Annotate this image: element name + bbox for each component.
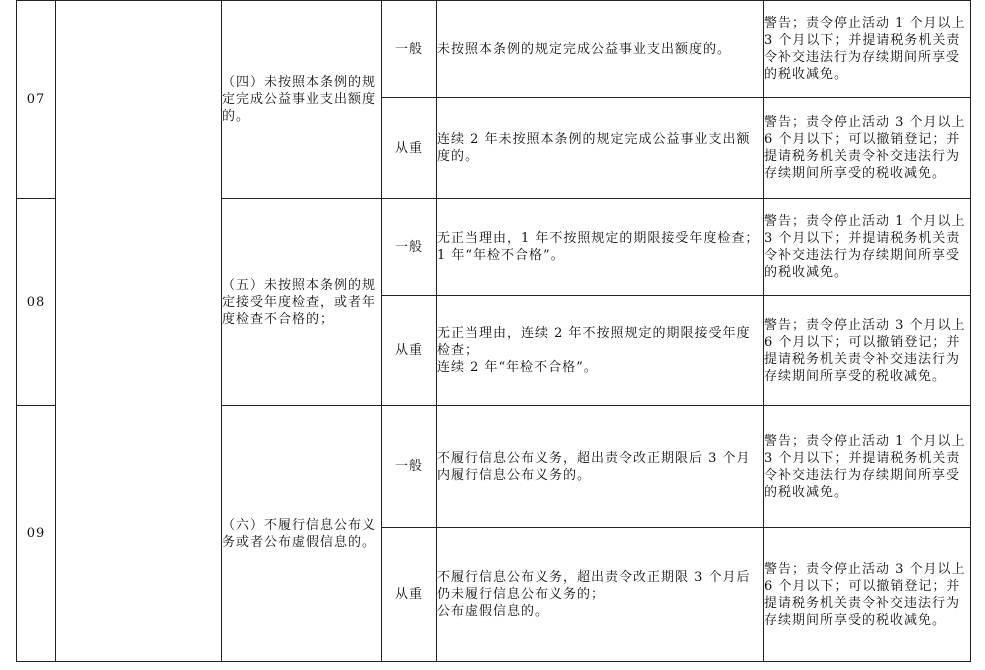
level-cell: 一般 [382,1,437,98]
level-cell: 从重 [382,98,437,199]
violation-item: （五）未按照本条例的规定接受年度检查，或者年度检查不合格的； [222,199,382,406]
act-line: 未按照本条例的规定完成公益事业支出额度的。 [437,41,732,57]
violation-act [437,406,764,528]
penalty-cell: 警告；责令停止活动 1 个月以上 3 个月以下；并提请税务机关责令补交违法行为存续期间所享受的税收减免。 [764,199,971,296]
act-line: 连续 2 年“年检不合格”。 [437,360,598,375]
penalty-cell: 警告；责令停止活动 1 个月以上 3 个月以下；并提请税务机关责令补交违法行为存续期间所享受的税收减免。 [764,1,971,98]
act-line: 公布虚假信息的。 [437,604,550,619]
table-row [17,1,971,98]
penalty-table [16,0,971,662]
row-number: 07 [17,1,56,199]
row-number: 09 [17,406,56,662]
violation-act [437,528,764,662]
penalty-cell: 警告；责令停止活动 1 个月以上 3 个月以下；并提请税务机关责令补交违法行为存续期间所享受的税收减免。 [764,406,971,528]
level-cell: 从重 [382,528,437,662]
level-cell: 一般 [382,406,437,528]
penalty-cell: 警告；责令停止活动 3 个月以上 6 个月以下；可以撤销登记；并提请税务机关责令补交违法行为存续期间所享受的税收减免。 [764,528,971,662]
violation-item: （六）不履行信息公布义务或者公布虚假信息的。 [222,406,382,662]
penalty-cell: 警告；责令停止活动 3 个月以上 6 个月以下；可以撤销登记；并提请税务机关责令补交违法行为存续期间所享受的税收减免。 [764,98,971,199]
act-line: 无正当理由，1 年不按照规定的期限接受年度检查； [437,231,760,246]
act-line: 1 年“年检不合格”。 [437,248,565,263]
act-line: 不履行信息公布义务，超出责令改正期限 3 个月后仍未履行信息公布义务的； [437,570,751,602]
act-line: 连续 2 年未按照本条例的规定完成公益事业支出额度的。 [437,132,751,164]
act-line: 不履行信息公布义务，超出责令改正期限后 3 个月内履行信息公布义务的。 [437,450,751,483]
level-cell: 一般 [382,199,437,296]
row-number: 08 [17,199,56,406]
act-line: 无正当理由，连续 2 年不按照规定的期限接受年度检查； [437,326,751,358]
violation-act [437,199,764,296]
violation-item: （四）未按照本条例的规定完成公益事业支出额度的。 [222,1,382,199]
category-cell [56,1,222,662]
level-cell: 从重 [382,296,437,406]
violation-act [437,296,764,406]
violation-act [437,1,764,98]
violation-act [437,98,764,199]
penalty-cell: 警告；责令停止活动 3 个月以上 6 个月以下；可以撤销登记；并提请税务机关责令补交违法行为存续期间所享受的税收减免。 [764,296,971,406]
